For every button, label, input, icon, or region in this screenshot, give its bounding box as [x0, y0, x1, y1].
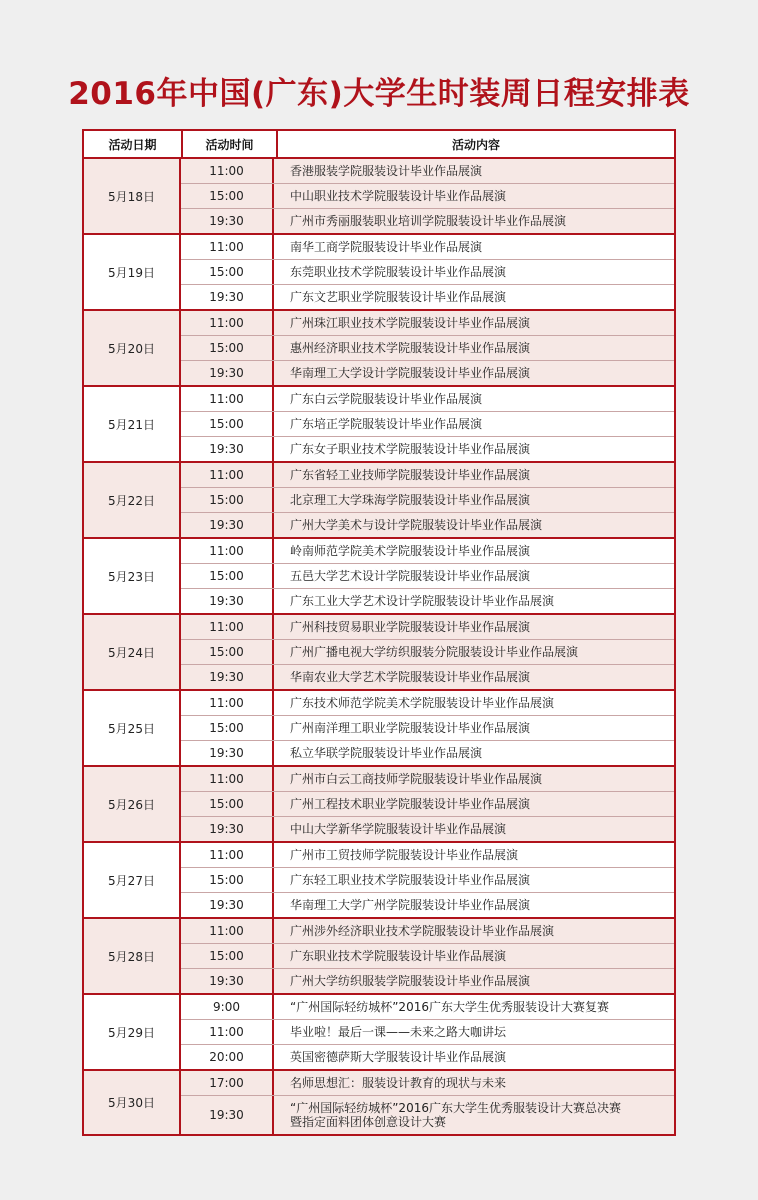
event-text: 私立华联学院服装设计毕业作品展演: [290, 746, 483, 760]
event-text: 广州南洋理工职业学院服装设计毕业作品展演: [290, 721, 531, 735]
event-text: 南华工商学院服装设计毕业作品展演: [290, 240, 483, 254]
content-cell: [274, 817, 674, 841]
event-text: 毕业啦！最后一课——未来之路大咖讲坛: [290, 1025, 507, 1039]
content-cell: [274, 716, 674, 740]
content-cell: [274, 741, 674, 765]
content-cell: [274, 640, 674, 664]
table-row: [181, 640, 674, 665]
event-text: 北京理工大学珠海学院服装设计毕业作品展演: [290, 493, 531, 507]
content-cell: [274, 919, 674, 943]
event-text: “广州国际轻纺城杯”2016广东大学生优秀服装设计大赛复赛: [290, 1000, 609, 1014]
table-row: [181, 1071, 674, 1096]
day-group: [84, 539, 674, 615]
header-content: 活动内容: [451, 137, 500, 152]
event-text: 广州市秀丽服装职业培训学院服装设计毕业作品展演: [290, 214, 567, 228]
table-row: [181, 792, 674, 817]
content-cell: [274, 665, 674, 689]
table-row: [181, 513, 674, 537]
time-cell: 15:00: [181, 184, 274, 208]
event-text: 广州大学纺织服装学院服装设计毕业作品展演: [290, 974, 531, 988]
time-cell: 19:30: [181, 513, 274, 537]
content-cell: [274, 893, 674, 917]
event-text: 中山职业技术学院服装设计毕业作品展演: [290, 189, 507, 203]
content-cell: [274, 336, 674, 360]
table-row: [181, 1096, 674, 1134]
table-header: [84, 131, 674, 159]
time-slots: [181, 539, 674, 613]
time-cell: 19:30: [181, 893, 274, 917]
time-cell: 11:00: [181, 463, 274, 487]
day-group: [84, 995, 674, 1071]
event-text: 广东技术师范学院美术学院服装设计毕业作品展演: [290, 696, 555, 710]
table-row: [181, 767, 674, 792]
date-cell: 5月30日: [84, 1071, 181, 1134]
event-text: 东莞职业技术学院服装设计毕业作品展演: [290, 265, 507, 279]
time-slots: [181, 463, 674, 537]
time-cell: 15:00: [181, 792, 274, 816]
time-cell: 11:00: [181, 767, 274, 791]
event-text: 英国密德萨斯大学服装设计毕业作品展演: [290, 1050, 507, 1064]
content-cell: [274, 1096, 674, 1134]
content-cell: [274, 463, 674, 487]
time-cell: 11:00: [181, 539, 274, 563]
day-group: [84, 767, 674, 843]
date-cell: 5月26日: [84, 767, 181, 841]
day-group: [84, 615, 674, 691]
date-cell: 5月18日: [84, 159, 181, 233]
time-slots: [181, 843, 674, 917]
event-text: 广州工程技术职业学院服装设计毕业作品展演: [290, 797, 531, 811]
time-cell: 11:00: [181, 691, 274, 715]
content-cell: [274, 488, 674, 512]
table-row: [181, 361, 674, 385]
table-row: [181, 463, 674, 488]
day-group: [84, 843, 674, 919]
date-cell: 5月28日: [84, 919, 181, 993]
day-group: [84, 919, 674, 995]
event-text: 广州涉外经济职业技术学院服装设计毕业作品展演: [290, 924, 555, 938]
time-cell: 15:00: [181, 488, 274, 512]
table-row: [181, 488, 674, 513]
table-row: [181, 919, 674, 944]
content-cell: [274, 767, 674, 791]
table-row: [181, 893, 674, 917]
time-slots: [181, 691, 674, 765]
content-cell: [274, 311, 674, 335]
date-cell: 5月25日: [84, 691, 181, 765]
content-cell: [274, 513, 674, 537]
event-text: 香港服装学院服装设计毕业作品展演: [290, 164, 483, 178]
table-row: [181, 691, 674, 716]
date-cell: 5月23日: [84, 539, 181, 613]
event-text: “广州国际轻纺城杯”2016广东大学生优秀服装设计大赛总决赛: [290, 1101, 621, 1115]
time-cell: 19:30: [181, 285, 274, 309]
date-cell: 5月27日: [84, 843, 181, 917]
content-cell: [274, 969, 674, 993]
content-cell: [274, 792, 674, 816]
time-cell: 11:00: [181, 159, 274, 183]
time-cell: 19:30: [181, 969, 274, 993]
event-text: 岭南师范学院美术学院服装设计毕业作品展演: [290, 544, 531, 558]
table-row: [181, 995, 674, 1020]
content-cell: [274, 412, 674, 436]
content-cell: [274, 944, 674, 968]
table-row: [181, 716, 674, 741]
event-text: 广东轻工职业技术学院服装设计毕业作品展演: [290, 873, 531, 887]
day-group: [84, 1071, 674, 1134]
time-cell: 19:30: [181, 361, 274, 385]
content-cell: [274, 868, 674, 892]
time-cell: 11:00: [181, 919, 274, 943]
time-cell: 11:00: [181, 311, 274, 335]
content-cell: [274, 285, 674, 309]
event-text: 广东白云学院服装设计毕业作品展演: [290, 392, 483, 406]
time-slots: [181, 995, 674, 1069]
content-cell: [274, 691, 674, 715]
time-cell: 15:00: [181, 716, 274, 740]
table-row: [181, 260, 674, 285]
table-row: [181, 843, 674, 868]
event-text: 广州科技贸易职业学院服装设计毕业作品展演: [290, 620, 531, 634]
content-cell: [274, 361, 674, 385]
table-row: [181, 209, 674, 233]
content-cell: [274, 184, 674, 208]
time-cell: 17:00: [181, 1071, 274, 1095]
table-row: [181, 589, 674, 613]
table-row: [181, 944, 674, 969]
content-cell: [274, 387, 674, 411]
event-text: 广州珠江职业技术学院服装设计毕业作品展演: [290, 316, 531, 330]
table-row: [181, 285, 674, 309]
day-group: [84, 235, 674, 311]
time-cell: 19:30: [181, 589, 274, 613]
content-cell: [274, 843, 674, 867]
event-text: 广东职业技术学院服装设计毕业作品展演: [290, 949, 507, 963]
table-row: [181, 412, 674, 437]
day-group: [84, 463, 674, 539]
time-cell: 15:00: [181, 944, 274, 968]
event-text: 暨指定面料团体创意设计大赛: [290, 1115, 447, 1129]
time-cell: 15:00: [181, 336, 274, 360]
date-cell: 5月24日: [84, 615, 181, 689]
content-cell: [274, 260, 674, 284]
event-text: 华南理工大学广州学院服装设计毕业作品展演: [290, 898, 531, 912]
time-cell: 15:00: [181, 868, 274, 892]
table-row: [181, 184, 674, 209]
event-text: 华南理工大学设计学院服装设计毕业作品展演: [290, 366, 531, 380]
content-cell: [274, 1071, 674, 1095]
time-cell: 20:00: [181, 1045, 274, 1069]
event-text: 广东工业大学艺术设计学院服装设计毕业作品展演: [290, 594, 555, 608]
table-body: [84, 159, 674, 1134]
date-cell: 5月22日: [84, 463, 181, 537]
event-text: 广州广播电视大学纺织服装分院服装设计毕业作品展演: [290, 645, 579, 659]
header-date: 活动日期: [84, 131, 183, 157]
time-cell: 11:00: [181, 615, 274, 639]
time-slots: [181, 311, 674, 385]
time-slots: [181, 919, 674, 993]
table-row: [181, 235, 674, 260]
time-cell: 11:00: [181, 1020, 274, 1044]
date-cell: 5月20日: [84, 311, 181, 385]
time-cell: 15:00: [181, 412, 274, 436]
table-row: [181, 868, 674, 893]
content-cell: [274, 995, 674, 1019]
time-slots: [181, 1071, 674, 1134]
table-row: [181, 311, 674, 336]
event-text: 广州市白云工商技师学院服装设计毕业作品展演: [290, 772, 543, 786]
event-text: 广东培正学院服装设计毕业作品展演: [290, 417, 483, 431]
event-text: 广东文艺职业学院服装设计毕业作品展演: [290, 290, 507, 304]
table-row: [181, 437, 674, 461]
time-cell: 11:00: [181, 843, 274, 867]
time-cell: 19:30: [181, 437, 274, 461]
time-cell: 11:00: [181, 387, 274, 411]
time-cell: 19:30: [181, 665, 274, 689]
time-cell: 19:30: [181, 1096, 274, 1134]
date-cell: 5月29日: [84, 995, 181, 1069]
content-cell: [274, 209, 674, 233]
content-cell: [274, 1020, 674, 1044]
event-text: 中山大学新华学院服装设计毕业作品展演: [290, 822, 507, 836]
content-cell: [274, 589, 674, 613]
content-cell: [274, 615, 674, 639]
event-text: 华南农业大学艺术学院服装设计毕业作品展演: [290, 670, 531, 684]
time-slots: [181, 387, 674, 461]
page-title: 2016年中国(广东)大学生时装周日程安排表: [68, 76, 690, 112]
day-group: [84, 691, 674, 767]
day-group: [84, 159, 674, 235]
event-text: 广东女子职业技术学院服装设计毕业作品展演: [290, 442, 531, 456]
time-cell: 11:00: [181, 235, 274, 259]
time-cell: 19:30: [181, 741, 274, 765]
table-row: [181, 665, 674, 689]
time-slots: [181, 615, 674, 689]
day-group: [84, 311, 674, 387]
time-cell: 19:30: [181, 817, 274, 841]
time-cell: 19:30: [181, 209, 274, 233]
date-cell: 5月21日: [84, 387, 181, 461]
table-row: [181, 1045, 674, 1069]
time-cell: 9:00: [181, 995, 274, 1019]
table-row: [181, 387, 674, 412]
table-row: [181, 1020, 674, 1045]
time-cell: 15:00: [181, 564, 274, 588]
date-cell: 5月19日: [84, 235, 181, 309]
event-text: 名师思想汇：服装设计教育的现状与未来: [290, 1076, 507, 1090]
table-row: [181, 741, 674, 765]
event-text: 广州大学美术与设计学院服装设计毕业作品展演: [290, 518, 543, 532]
content-cell: [274, 539, 674, 563]
time-cell: 15:00: [181, 260, 274, 284]
event-text: 广州市工贸技师学院服装设计毕业作品展演: [290, 848, 519, 862]
content-cell: [274, 437, 674, 461]
table-row: [181, 336, 674, 361]
table-row: [181, 539, 674, 564]
schedule-table: [82, 129, 676, 1136]
time-slots: [181, 767, 674, 841]
content-cell: [274, 1045, 674, 1069]
day-group: [84, 387, 674, 463]
event-text: 广东省轻工业技师学院服装设计毕业作品展演: [290, 468, 531, 482]
event-text: 五邑大学艺术设计学院服装设计毕业作品展演: [290, 569, 531, 583]
table-row: [181, 159, 674, 184]
event-text: 惠州经济职业技术学院服装设计毕业作品展演: [290, 341, 531, 355]
content-cell: [274, 564, 674, 588]
time-slots: [181, 159, 674, 233]
table-row: [181, 564, 674, 589]
content-cell: [274, 159, 674, 183]
time-slots: [181, 235, 674, 309]
table-row: [181, 969, 674, 993]
table-row: [181, 817, 674, 841]
content-cell: [274, 235, 674, 259]
table-row: [181, 615, 674, 640]
time-cell: 15:00: [181, 640, 274, 664]
header-time: 活动时间: [183, 131, 278, 157]
